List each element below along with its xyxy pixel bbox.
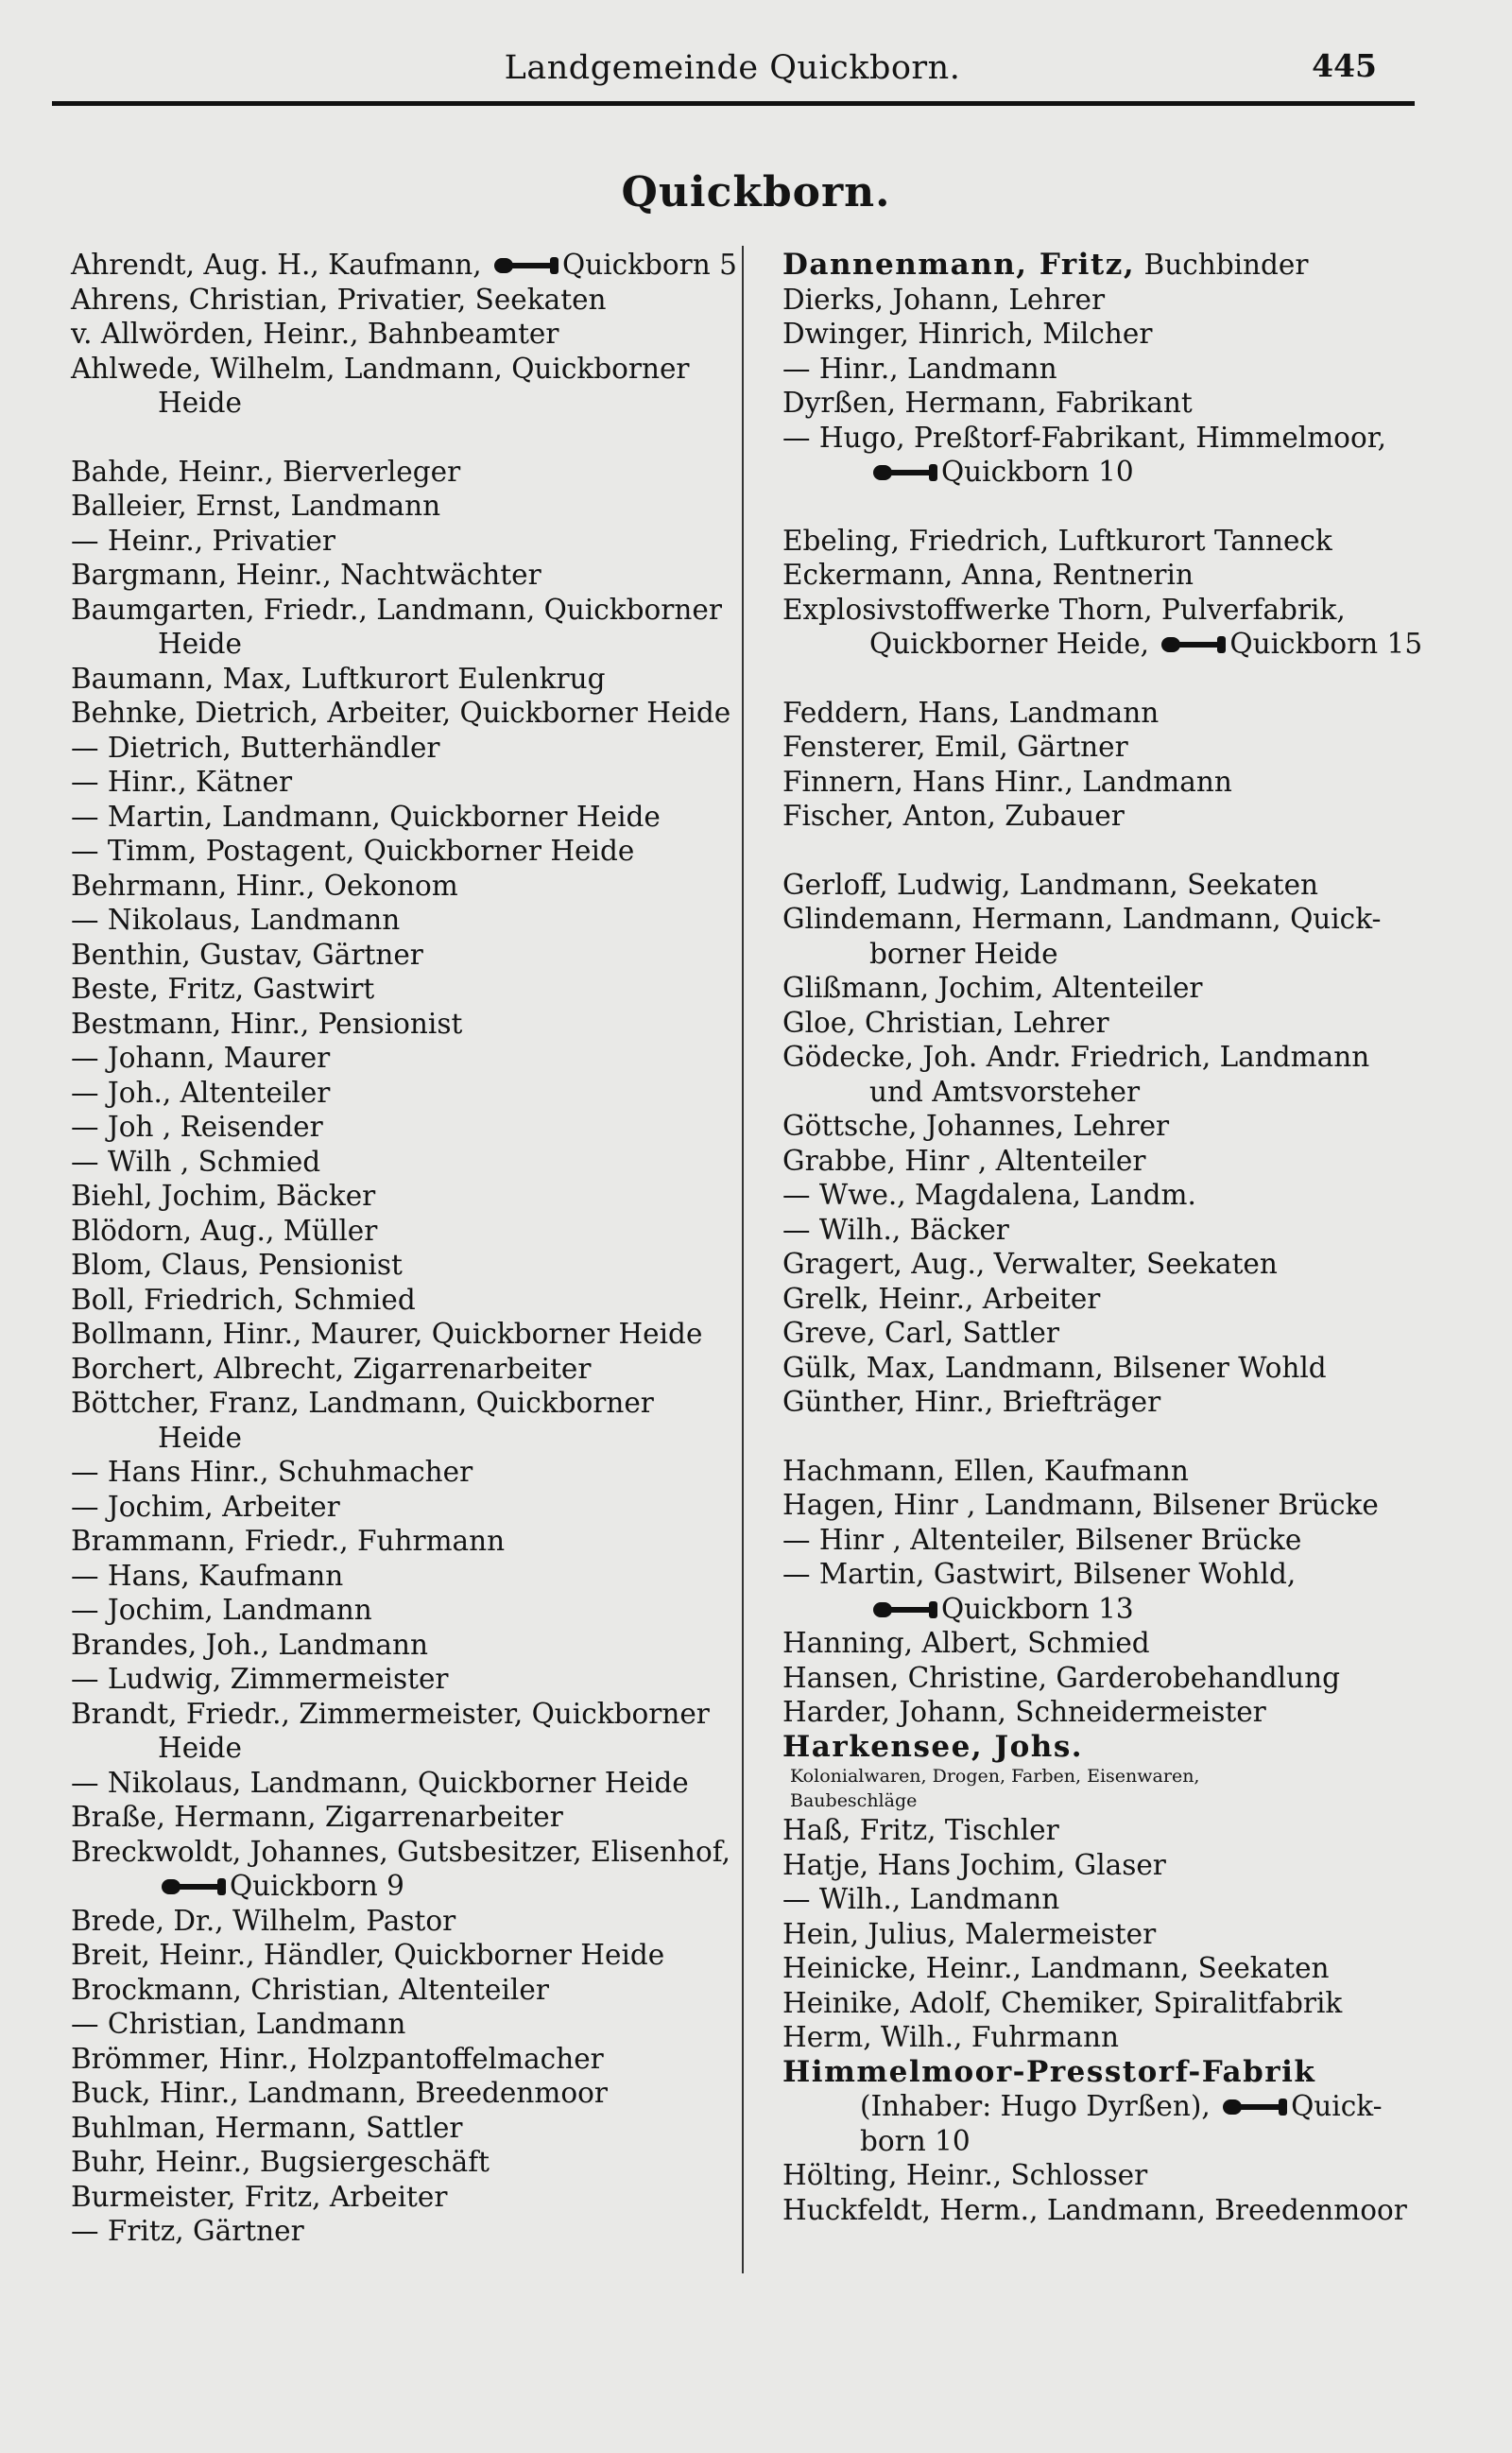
- telephone-number: Quickborn 9: [230, 1870, 404, 1902]
- entry-text: Böttcher, Franz, Landmann, Quickborner: [71, 1387, 654, 1419]
- directory-entry: [71, 2076, 732, 2111]
- entry-text: Dyrßen, Hermann, Fabrikant: [782, 387, 1193, 419]
- directory-entry: [71, 1076, 732, 1111]
- entry-text: Heinicke, Heinr., Landmann, Seekaten: [782, 1952, 1330, 1984]
- entry-text: Bahde, Heinr., Bierverleger: [71, 455, 461, 488]
- entry-text: Hanning, Albert, Schmied: [782, 1627, 1150, 1659]
- entry-occupation: Buchbinder: [1135, 249, 1309, 281]
- entry-text: Ahlwede, Wilhelm, Landmann, Quickborner: [71, 352, 690, 385]
- entry-text: Blödorn, Aug., Müller: [71, 1214, 378, 1247]
- entry-text: Gödecke, Joh. Andr. Friedrich, Landmann: [782, 1041, 1370, 1073]
- entry-text: Grabbe, Hinr , Altenteiler: [782, 1144, 1146, 1177]
- entry-text: Brandes, Joh., Landmann: [71, 1628, 428, 1661]
- directory-entry: [71, 558, 732, 593]
- directory-entry: [71, 1559, 732, 1594]
- directory-entry: [782, 868, 1472, 903]
- directory-entry: [71, 662, 732, 697]
- entry-text: borner Heide: [869, 937, 1058, 970]
- entry-text: Huckfeldt, Herm., Landmann, Breedenmoor: [782, 2193, 1407, 2226]
- directory-entry: [71, 800, 732, 835]
- entry-text: Buhlman, Hermann, Sattler: [71, 2111, 463, 2144]
- directory-entry: [782, 1385, 1472, 1420]
- entry-text: — Dietrich, Butterhändler: [71, 731, 440, 764]
- directory-entry: [782, 1488, 1472, 1523]
- entry-text: — Wilh., Bäcker: [782, 1213, 1009, 1246]
- entry-text: Heide: [158, 387, 242, 419]
- directory-column-right: [782, 248, 1472, 2227]
- directory-entry-continuation: [782, 2089, 1472, 2124]
- telephone-icon: [494, 256, 558, 277]
- entry-text: — Wilh., Landmann: [782, 1883, 1060, 1915]
- directory-entry: [71, 1179, 732, 1214]
- entry-text: Burmeister, Fritz, Arbeiter: [71, 2180, 448, 2213]
- directory-entry: [782, 2020, 1472, 2055]
- directory-entry: [71, 1938, 732, 1973]
- entry-text: Feddern, Hans, Landmann: [782, 696, 1160, 729]
- directory-entry: [71, 524, 732, 559]
- entry-text: — Hans Hinr., Schuhmacher: [71, 1456, 473, 1488]
- entry-text: — Hinr., Kätner: [71, 766, 293, 798]
- directory-entry: [782, 1813, 1472, 1848]
- directory-entry: [71, 1145, 732, 1180]
- entry-text: Dierks, Johann, Lehrer: [782, 283, 1106, 316]
- directory-entry: [782, 730, 1472, 765]
- directory-entry: [71, 1386, 732, 1421]
- directory-entry: [782, 1454, 1472, 1489]
- directory-entry: [71, 1766, 732, 1801]
- entry-text: — Ludwig, Zimmermeister: [71, 1663, 449, 1695]
- directory-entry: [782, 1282, 1472, 1317]
- page-number: 445: [1312, 47, 1377, 84]
- directory-entry: [782, 1213, 1472, 1248]
- directory-entry: [782, 1882, 1472, 1917]
- entry-text: Göttsche, Johannes, Lehrer: [782, 1110, 1170, 1142]
- entry-text: Haß, Fritz, Tischler: [782, 1814, 1059, 1846]
- directory-entry: [71, 1248, 732, 1283]
- entry-text: Heide: [158, 1421, 242, 1454]
- directory-entry: [71, 2180, 732, 2215]
- telephone-icon: [873, 1600, 937, 1621]
- entry-text: Ahrendt, Aug. H., Kaufmann,: [71, 249, 491, 281]
- directory-entry-continuation: [71, 386, 732, 421]
- directory-entry: [782, 1109, 1472, 1144]
- directory-entry: [782, 1730, 1472, 1765]
- entry-text: — Hinr., Landmann: [782, 352, 1057, 385]
- entry-text: — Hugo, Preßtorf-Fabrikant, Himmelmoor,: [782, 421, 1386, 454]
- directory-entry: [782, 352, 1472, 387]
- entry-text: Brömmer, Hinr., Holzpantoffelmacher: [71, 2042, 604, 2075]
- entry-text: Dwinger, Hinrich, Milcher: [782, 318, 1153, 350]
- entry-text: und Amtsvorsteher: [869, 1075, 1141, 1108]
- directory-entry: [782, 386, 1472, 421]
- entry-text: Baumgarten, Friedr., Landmann, Quickborner: [71, 593, 722, 626]
- directory-entry: [71, 1835, 732, 1870]
- directory-entry: [71, 1041, 732, 1076]
- directory-entry-continuation: [782, 627, 1472, 662]
- directory-entry: [71, 938, 732, 973]
- directory-entry: [782, 2193, 1472, 2228]
- directory-entry: [71, 1352, 732, 1387]
- directory-entry: [782, 765, 1472, 800]
- entry-text: Behnke, Dietrich, Arbeiter, Quickborner Heide: [71, 697, 731, 729]
- directory-column-left: [71, 248, 737, 2249]
- entry-text: — Hinr , Altenteiler, Bilsener Brücke: [782, 1523, 1302, 1556]
- entry-text: Bestmann, Hinr., Pensionist: [71, 1007, 463, 1040]
- entry-text: — Joh , Reisender: [71, 1111, 323, 1143]
- entry-text: Blom, Claus, Pensionist: [71, 1249, 403, 1281]
- entry-text: Gerloff, Ludwig, Landmann, Seekaten: [782, 868, 1319, 901]
- directory-entry: [782, 524, 1472, 559]
- directory-entry: [71, 455, 732, 490]
- telephone-number: Quickborn 10: [941, 456, 1134, 488]
- entry-text: Kolonialwaren, Drogen, Farben, Eisenwaren,: [790, 1766, 1200, 1787]
- directory-entry: [71, 2214, 732, 2249]
- entry-text: — Martin, Landmann, Quickborner Heide: [71, 800, 661, 833]
- directory-entry: [782, 902, 1472, 937]
- directory-entry: [782, 1848, 1472, 1883]
- entry-text: Baubeschläge: [790, 1790, 918, 1811]
- directory-entry: [71, 248, 737, 283]
- directory-entry: [71, 903, 732, 938]
- entry-text: Harkensee, Johs.: [782, 1729, 1084, 1764]
- directory-entry: [71, 765, 732, 800]
- header-rule: [52, 101, 1415, 106]
- directory-entry: [782, 1523, 1472, 1558]
- entry-text: Fensterer, Emil, Gärtner: [782, 731, 1128, 763]
- directory-entry: [782, 1006, 1472, 1041]
- directory-entry: [71, 972, 732, 1007]
- entry-text: Gloe, Christian, Lehrer: [782, 1006, 1109, 1039]
- entry-text: Glißmann, Jochim, Altenteiler: [782, 972, 1203, 1004]
- directory-entry: [782, 593, 1472, 628]
- directory-entry-continuation: [71, 1869, 732, 1904]
- entry-text: — Hans, Kaufmann: [71, 1559, 344, 1592]
- entry-text: Heide: [158, 1732, 242, 1764]
- entry-text: Hagen, Hinr , Landmann, Bilsener Brücke: [782, 1489, 1379, 1521]
- entry-text: Dannenmann, Fritz,: [782, 248, 1136, 282]
- directory-entry: [782, 1178, 1472, 1213]
- directory-entry: [71, 2007, 732, 2042]
- entry-text: Glindemann, Hermann, Landmann, Quick-: [782, 903, 1382, 935]
- entry-text: Bargmann, Heinr., Nachtwächter: [71, 559, 541, 591]
- entry-text: Hölting, Heinr., Schlosser: [782, 2159, 1148, 2191]
- directory-entry: [71, 2042, 732, 2077]
- entry-text: Heide: [158, 628, 242, 660]
- directory-entry: [782, 696, 1472, 731]
- entry-text: — Wilh , Schmied: [71, 1145, 321, 1178]
- entry-text: Himmelmoor-Presstorf-Fabrik: [782, 2054, 1316, 2089]
- entry-text: Boll, Friedrich, Schmied: [71, 1283, 416, 1316]
- directory-entry: [782, 1040, 1472, 1075]
- directory-entry: [782, 1695, 1472, 1730]
- entry-text: Herm, Wilh., Fuhrmann: [782, 2021, 1119, 2053]
- entry-text: Brockmann, Christian, Altenteiler: [71, 1973, 549, 2006]
- directory-entry: [782, 2158, 1472, 2193]
- directory-entry: [71, 1317, 732, 1352]
- directory-entry: [71, 1524, 732, 1559]
- directory-entry: [782, 283, 1472, 318]
- directory-entry: [782, 1788, 1472, 1813]
- directory-entry: [782, 1661, 1472, 1696]
- directory-entry: [71, 834, 732, 869]
- entry-text: Ahrens, Christian, Privatier, Seekaten: [71, 283, 607, 316]
- directory-entry: [71, 1283, 732, 1318]
- directory-entry: [782, 1764, 1472, 1788]
- entry-text: Beste, Fritz, Gastwirt: [71, 973, 375, 1005]
- directory-entry: [782, 1557, 1472, 1592]
- entry-text: Behrmann, Hinr., Oekonom: [71, 869, 458, 902]
- directory-entry: [71, 696, 732, 731]
- directory-entry: [71, 1593, 732, 1628]
- column-divider: [742, 246, 744, 2273]
- directory-entry: [71, 1628, 732, 1663]
- directory-entry: [71, 1800, 732, 1835]
- page-header: [52, 49, 1413, 102]
- directory-entry-continuation: [782, 2124, 1472, 2159]
- entry-text: Harder, Johann, Schneidermeister: [782, 1696, 1266, 1728]
- entry-text: — Jochim, Arbeiter: [71, 1490, 340, 1523]
- entry-text: — Fritz, Gärtner: [71, 2215, 304, 2247]
- entry-text: Balleier, Ernst, Landmann: [71, 490, 441, 522]
- directory-entry: [782, 971, 1472, 1006]
- directory-entry: [782, 1986, 1472, 2021]
- entry-text: Breckwoldt, Johannes, Gutsbesitzer, Elisenhof,: [71, 1835, 731, 1868]
- entry-text: — Nikolaus, Landmann: [71, 904, 401, 936]
- entry-text: — Heinr., Privatier: [71, 524, 335, 557]
- directory-entry: [71, 1110, 732, 1145]
- entry-text: — Jochim, Landmann: [71, 1594, 372, 1626]
- page-title: Quickborn.: [621, 168, 891, 216]
- directory-entry: [71, 1455, 732, 1490]
- entry-text: — Martin, Gastwirt, Bilsener Wohld,: [782, 1558, 1297, 1590]
- entry-text: Hansen, Christine, Garderobehandlung: [782, 1661, 1340, 1694]
- directory-entry-continuation: [782, 1592, 1472, 1627]
- directory-entry-continuation: [782, 1075, 1472, 1110]
- entry-text: Günther, Hinr., Briefträger: [782, 1386, 1161, 1418]
- entry-text: Bollmann, Hinr., Maurer, Quickborner Heide: [71, 1318, 703, 1350]
- entry-text: Brandt, Friedr., Zimmermeister, Quickborner: [71, 1697, 710, 1730]
- directory-entry: [782, 1316, 1472, 1351]
- directory-entry: [71, 1662, 732, 1697]
- directory-entry: [782, 1626, 1472, 1661]
- telephone-number: Quickborn 13: [941, 1592, 1134, 1625]
- telephone-icon: [1223, 2098, 1287, 2118]
- entry-text: Borchert, Albrecht, Zigarrenarbeiter: [71, 1352, 592, 1385]
- directory-entry: [71, 352, 732, 387]
- directory-entry-continuation: [71, 627, 732, 662]
- entry-text: — Joh., Altenteiler: [71, 1076, 331, 1109]
- telephone-icon: [1161, 635, 1226, 656]
- entry-text: Heinike, Adolf, Chemiker, Spiralitfabrik: [782, 1986, 1343, 2019]
- entry-text: Quickborner Heide,: [869, 628, 1159, 660]
- entry-text: Hein, Julius, Malermeister: [782, 1917, 1157, 1950]
- running-head: Landgemeinde Quickborn.: [504, 49, 961, 87]
- directory-entry: [782, 1144, 1472, 1179]
- telephone-icon: [873, 463, 937, 484]
- directory-entry: [71, 2145, 732, 2180]
- entry-text: Benthin, Gustav, Gärtner: [71, 938, 423, 971]
- entry-text: Gülk, Max, Landmann, Bilsener Wohld: [782, 1351, 1327, 1384]
- directory-entry: [782, 248, 1472, 283]
- directory-entry: [782, 2055, 1472, 2090]
- directory-entry: [71, 1007, 732, 1042]
- directory-entry: [782, 1351, 1472, 1386]
- directory-entry: [782, 421, 1472, 456]
- directory-entry: [71, 1973, 732, 2008]
- entry-text: v. Allwörden, Heinr., Bahnbeamter: [71, 318, 559, 350]
- entry-text: Baumann, Max, Luftkurort Eulenkrug: [71, 662, 606, 695]
- entry-text: born 10: [860, 2124, 971, 2157]
- telephone-number: Quick-: [1291, 2090, 1383, 2122]
- directory-entry-continuation: [782, 455, 1472, 490]
- entry-text: (Inhaber: Hugo Dyrßen),: [860, 2090, 1220, 2122]
- entry-text: Greve, Carl, Sattler: [782, 1317, 1059, 1349]
- directory-entry: [71, 1697, 732, 1732]
- directory-entry: [71, 283, 732, 318]
- entry-text: — Nikolaus, Landmann, Quickborner Heide: [71, 1766, 689, 1799]
- entry-text: Brammann, Friedr., Fuhrmann: [71, 1525, 506, 1557]
- directory-entry: [71, 731, 732, 766]
- entry-text: Brede, Dr., Wilhelm, Pastor: [71, 1904, 456, 1937]
- directory-entry-continuation: [71, 1731, 732, 1766]
- directory-entry: [71, 1904, 732, 1939]
- entry-text: — Timm, Postagent, Quickborner Heide: [71, 835, 635, 867]
- entry-text: Ebeling, Friedrich, Luftkurort Tanneck: [782, 524, 1332, 557]
- directory-entry: [71, 869, 732, 904]
- directory-entry: [782, 317, 1472, 352]
- telephone-number: Quickborn 15: [1229, 628, 1423, 660]
- directory-entry: [71, 2111, 732, 2146]
- directory-entry: [782, 558, 1472, 593]
- entry-text: Biehl, Jochim, Bäcker: [71, 1180, 376, 1212]
- entry-text: Explosivstoffwerke Thorn, Pulverfabrik,: [782, 593, 1346, 626]
- directory-entry: [782, 799, 1472, 834]
- directory-entry: [782, 1917, 1472, 1952]
- directory-entry: [71, 1214, 732, 1249]
- entry-text: Eckermann, Anna, Rentnerin: [782, 559, 1194, 591]
- entry-text: Gragert, Aug., Verwalter, Seekaten: [782, 1248, 1278, 1280]
- directory-entry: [782, 1951, 1472, 1986]
- directory-entry: [71, 593, 732, 628]
- telephone-number: Quickborn 5: [562, 249, 737, 281]
- entry-text: Hatje, Hans Jochim, Glaser: [782, 1848, 1166, 1881]
- directory-entry-continuation: [71, 1421, 732, 1456]
- directory-entry: [71, 317, 732, 352]
- entry-text: Buhr, Heinr., Bugsiergeschäft: [71, 2146, 490, 2178]
- entry-text: — Wwe., Magdalena, Landm.: [782, 1179, 1196, 1211]
- entry-text: — Christian, Landmann: [71, 2008, 406, 2040]
- telephone-icon: [162, 1877, 226, 1898]
- entry-text: Finnern, Hans Hinr., Landmann: [782, 765, 1232, 798]
- directory-entry: [71, 489, 732, 524]
- entry-text: Grelk, Heinr., Arbeiter: [782, 1282, 1101, 1315]
- entry-text: Breit, Heinr., Händler, Quickborner Heide: [71, 1939, 665, 1971]
- entry-text: — Johann, Maurer: [71, 1042, 331, 1074]
- entry-text: Fischer, Anton, Zubauer: [782, 800, 1125, 832]
- entry-text: Buck, Hinr., Landmann, Breedenmoor: [71, 2077, 608, 2109]
- directory-entry: [782, 1247, 1472, 1282]
- directory-entry-continuation: [782, 937, 1472, 972]
- directory-entry: [71, 1490, 732, 1525]
- entry-text: Hachmann, Ellen, Kaufmann: [782, 1454, 1189, 1487]
- entry-text: Braße, Hermann, Zigarrenarbeiter: [71, 1801, 563, 1833]
